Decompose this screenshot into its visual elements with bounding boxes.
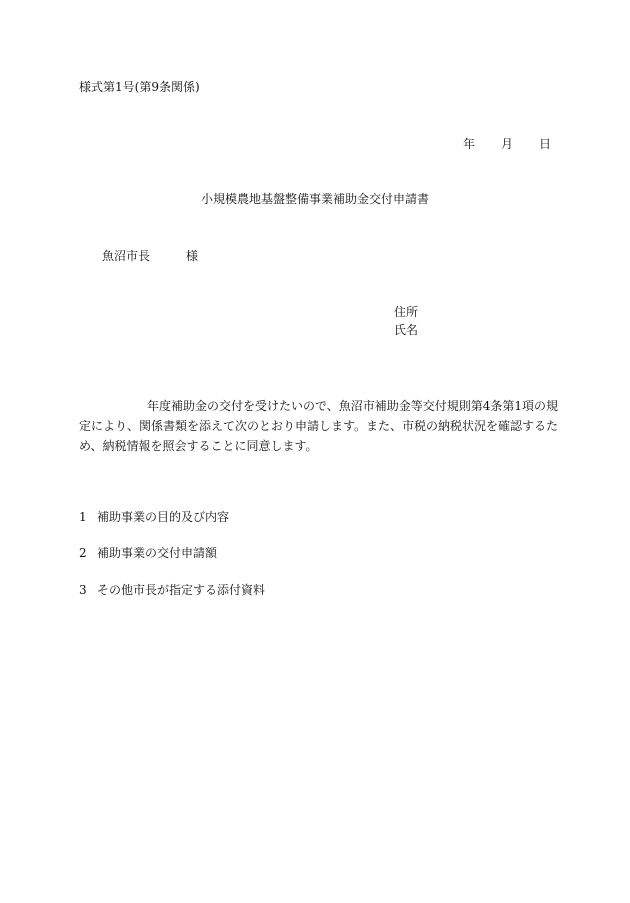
applicant-name-label: 氏名 <box>394 323 419 337</box>
date-year-label: 年 <box>463 137 476 151</box>
list-item-text: その他市長が指定する添付資料 <box>97 583 266 597</box>
list-item <box>79 584 265 596</box>
list-item <box>79 511 229 523</box>
list-item-number: 2 <box>79 546 87 560</box>
statement-line-1 <box>79 396 559 416</box>
applicant-address-label: 住所 <box>394 305 419 319</box>
form-number: 様式第1号(第9条関係) <box>79 80 200 94</box>
list-item-text: 補助事業の交付申請額 <box>97 546 218 560</box>
date-line <box>463 138 551 150</box>
list-item <box>79 547 217 559</box>
date-month-label: 月 <box>501 137 514 151</box>
statement-line-1-text: 年度補助金の交付を受けたいので、魚沼市補助金等交付規則第4条第1項の規 <box>147 399 559 413</box>
list-item-number: 1 <box>79 510 87 524</box>
statement-line-3: め、納税情報を照会することに同意します。 <box>79 439 318 453</box>
statement-line-2: 定により、関係書類を添えて次のとおり申請します。また、市税の納税状況を確認するた <box>79 419 559 433</box>
addressee-honorific: 様 <box>186 249 199 263</box>
document-title: 小規模農地基盤整備事業補助金交付申請書 <box>201 192 430 206</box>
application-statement <box>79 396 559 456</box>
addressee <box>102 250 198 262</box>
list-item-number: 3 <box>79 583 87 597</box>
list-item-text: 補助事業の目的及び内容 <box>97 510 230 524</box>
addressee-name: 魚沼市長 <box>102 249 151 263</box>
date-day-label: 日 <box>539 137 552 151</box>
